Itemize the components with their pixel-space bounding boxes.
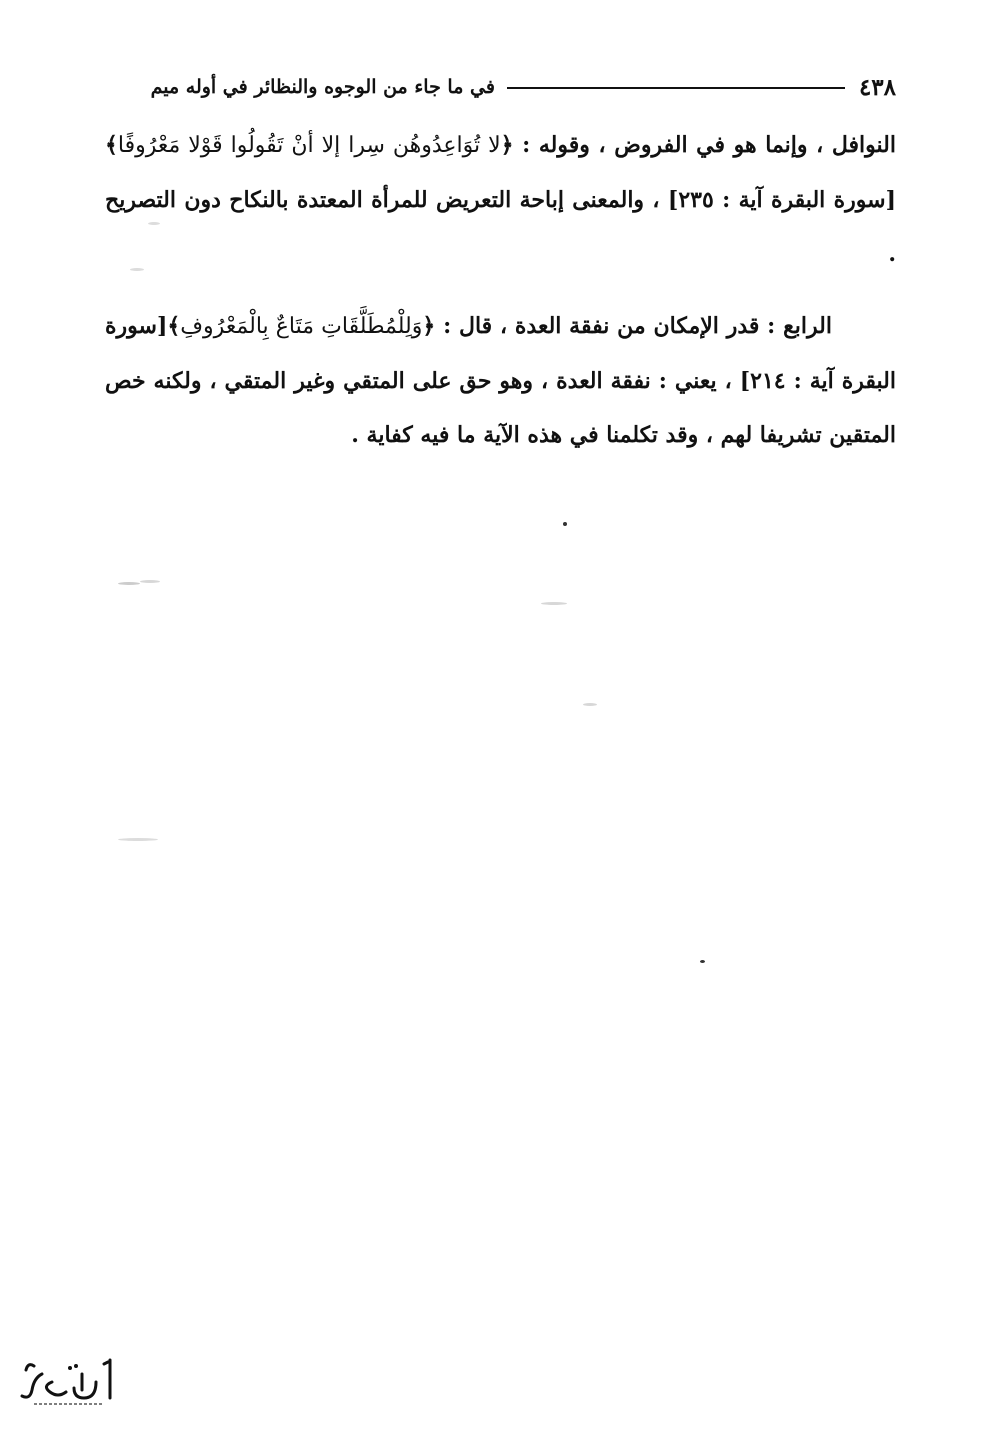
quran-verse-1: لا تُوَاعِدُوهُن سِرا إلا أنْ تَقُولُوا قَوْلا مَعْرُوفًا <box>117 133 501 158</box>
paragraph-1-text-a: النوافل ، وإنما هو في الفروض ، وقوله : <box>513 132 896 158</box>
paragraph-1 <box>105 118 896 281</box>
running-header <box>118 70 896 104</box>
quran-bracket-close: ﴾ <box>105 132 118 158</box>
running-title: في ما جاء من الوجوه والنظائر في أوله ميم <box>150 76 495 98</box>
header-rule <box>507 87 845 89</box>
page-number: ٤٣٨ <box>858 73 896 101</box>
paragraph-2-text-b: [سورة البقرة آية : ٢١٤] ، يعني : نفقة العدة ، وهو حق على المتقي وغير المتقي ، ولكنه خص المتقين تشريفا لهم ، وقد تكلمنا في هذه الآية ما فيه كفاية . <box>105 313 896 448</box>
publisher-logo <box>12 1352 122 1414</box>
quran-bracket-close: ﴾ <box>167 313 181 339</box>
quran-bracket-open: ﴿ <box>422 313 436 339</box>
quran-bracket-open: ﴿ <box>500 132 514 158</box>
paragraph-1-text-b: [سورة البقرة آية : ٢٣٥] ، والمعنى إباحة التعريض للمرأة المعتدة بالنكاح دون التصريح . <box>105 187 896 267</box>
body-text <box>105 118 896 462</box>
quran-verse-2: وَلِلْمُطَلَّقَاتِ مَتَاعٌ بِالْمَعْرُوفِ <box>180 314 423 339</box>
paragraph-2 <box>105 299 896 462</box>
paragraph-2-text-a: الرابع : قدر الإمكان من نفقة العدة ، قال : <box>435 313 832 339</box>
